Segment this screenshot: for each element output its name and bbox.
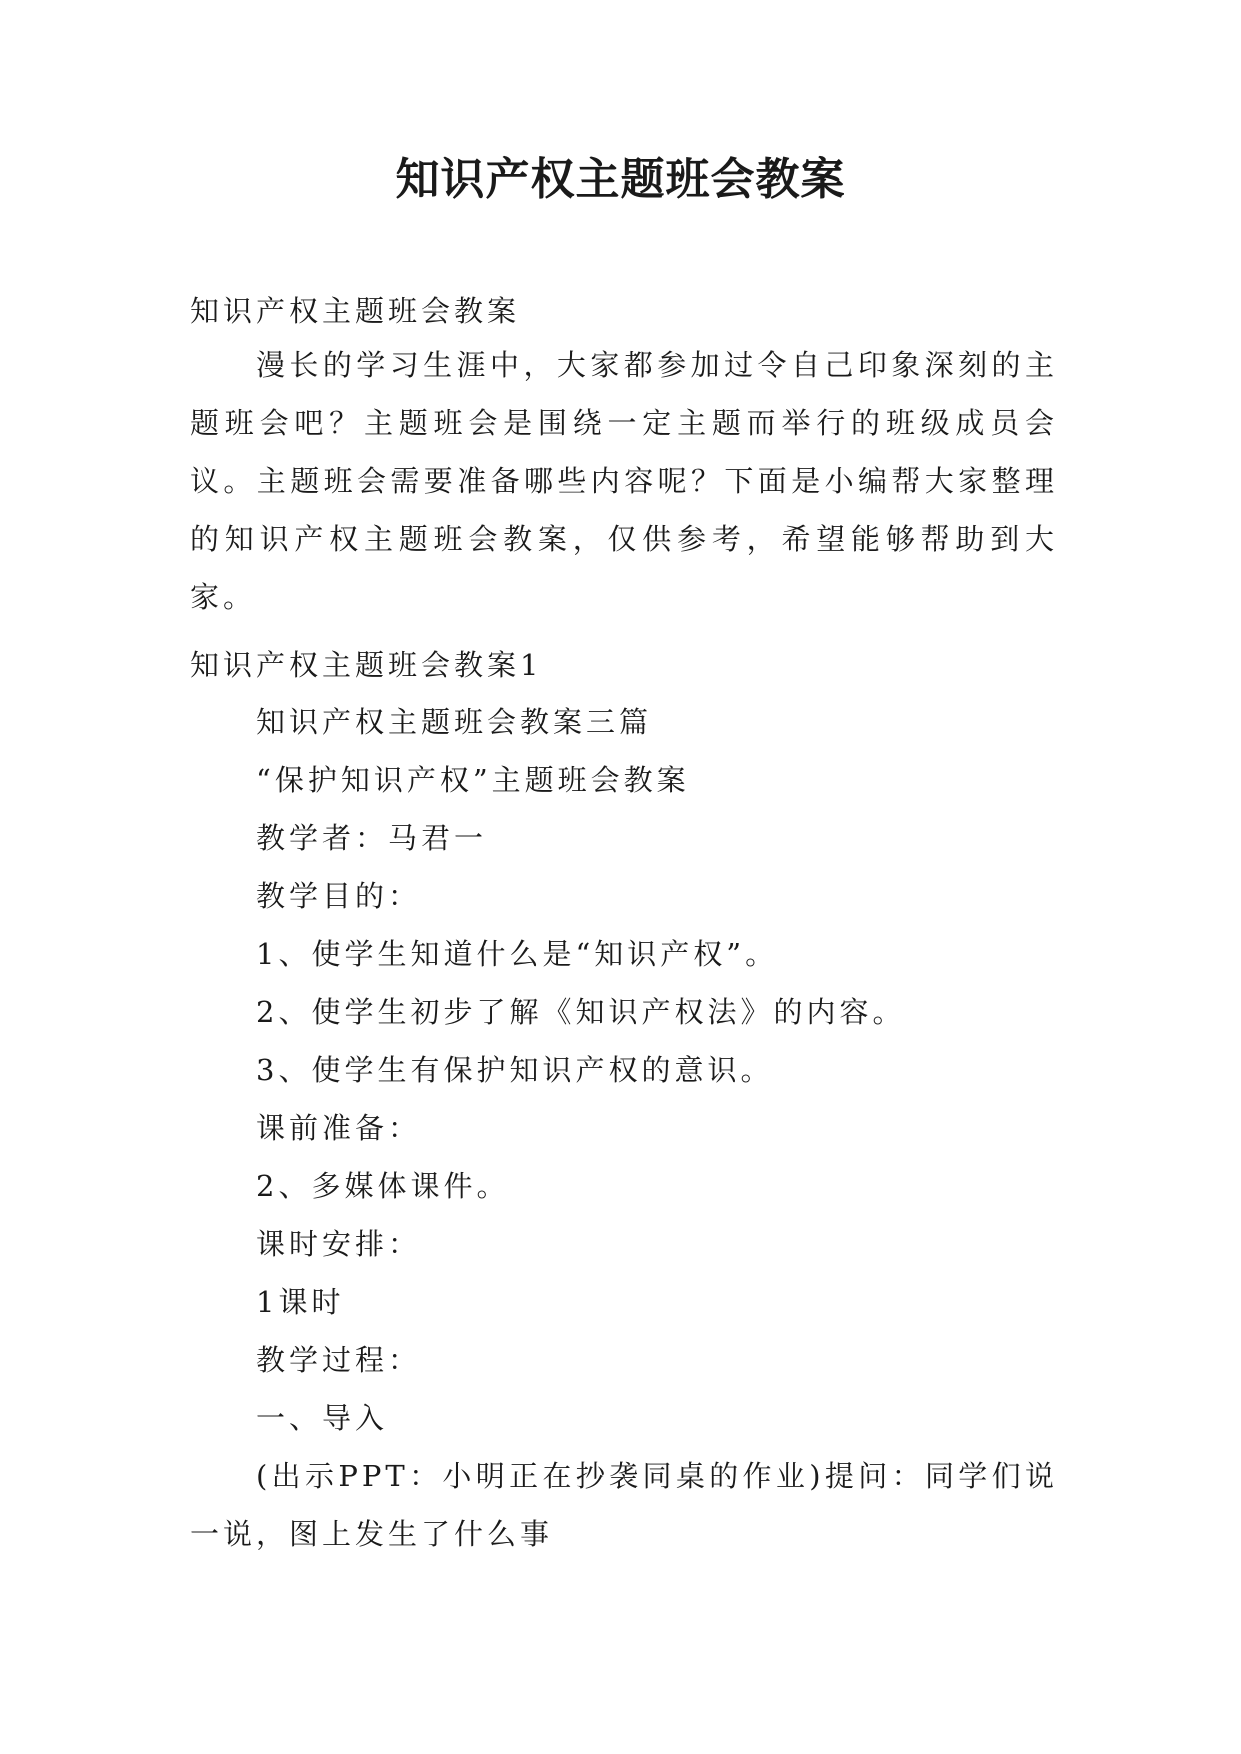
body-line: 2、使学生初步了解《知识产权法》的内容。 xyxy=(256,995,906,1029)
lead-heading: 知识产权主题班会教案 xyxy=(190,294,521,328)
body-line: 教学目的： xyxy=(256,879,422,913)
body-line: 知识产权主题班会教案三篇 xyxy=(256,705,653,739)
intro-paragraph: 漫长的学习生涯中，大家都参加过令自己印象深刻的主题班会吧？主题班会是围绕一定主题而举行的班级成员会议。主题班会需要准备哪些内容呢？下面是小编帮大家整理的知识产权主题班会教案，仅供参考，希望能够帮助到大家。 xyxy=(190,348,1058,614)
body-line: 3、使学生有保护知识产权的意识。 xyxy=(256,1053,774,1087)
body-line: 课前准备： xyxy=(256,1111,422,1145)
body-line: 教学者：马君一 xyxy=(256,821,488,855)
section-heading: 知识产权主题班会教案1 xyxy=(190,648,543,682)
document-title: 知识产权主题班会教案 xyxy=(395,154,846,205)
body-line: 教学过程： xyxy=(256,1343,422,1377)
body-line: 1课时 xyxy=(256,1285,345,1319)
body-line: 1、使学生知道什么是“知识产权”。 xyxy=(256,937,779,971)
body-line: 一、导入 xyxy=(256,1401,389,1435)
body-line: 课时安排： xyxy=(256,1227,422,1261)
closing-paragraph: (出示PPT：小明正在抄袭同桌的作业)提问：同学们说一说，图上发生了什么事 xyxy=(190,1459,1058,1551)
body-line: 2、多媒体课件。 xyxy=(256,1169,510,1203)
body-line: “保护知识产权”主题班会教案 xyxy=(256,763,690,797)
